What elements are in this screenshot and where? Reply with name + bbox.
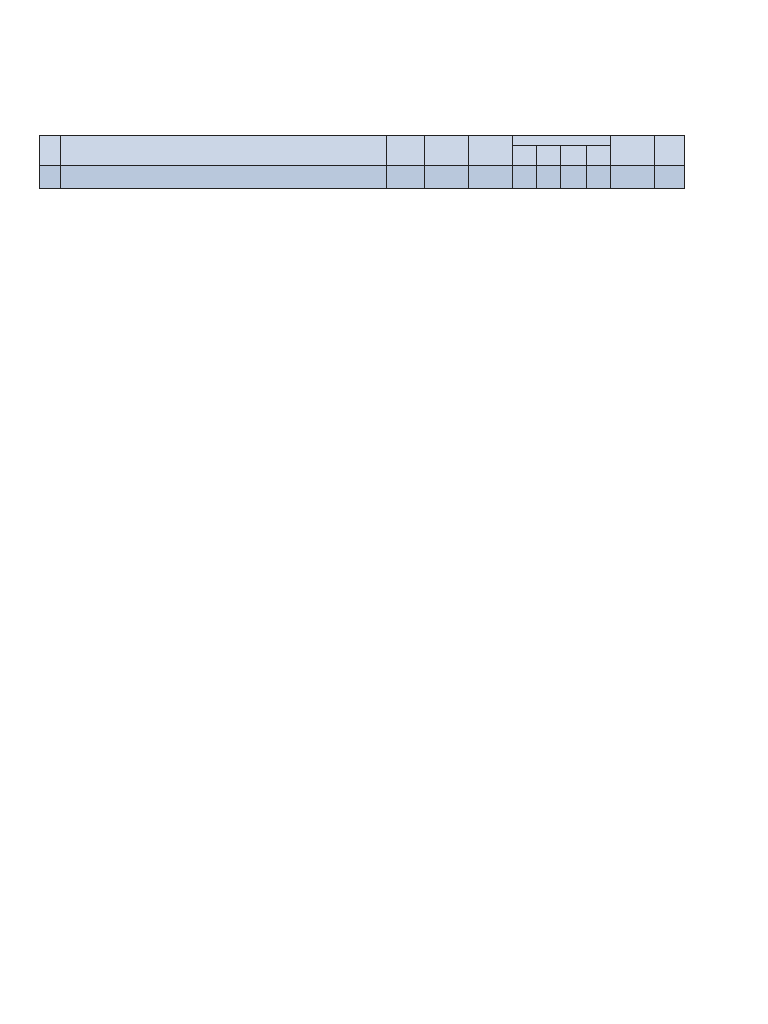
header-ak — [654, 136, 684, 166]
header-a — [561, 146, 586, 166]
header-kriteria — [513, 136, 610, 146]
section-a-row — [40, 166, 685, 189]
header-t — [586, 146, 610, 166]
header-no — [40, 136, 61, 166]
section-a-label — [61, 166, 387, 189]
section-a-code — [40, 166, 61, 189]
header-dokumen — [468, 136, 512, 166]
header-bukti — [424, 136, 468, 166]
signature-right — [500, 797, 650, 817]
header-hasil — [610, 136, 654, 166]
header-v — [537, 146, 561, 166]
signature-left — [146, 797, 296, 817]
header-capaian — [386, 136, 424, 166]
header-kegiatan — [61, 136, 387, 166]
activity-table-top — [39, 135, 685, 189]
header-m — [513, 146, 537, 166]
